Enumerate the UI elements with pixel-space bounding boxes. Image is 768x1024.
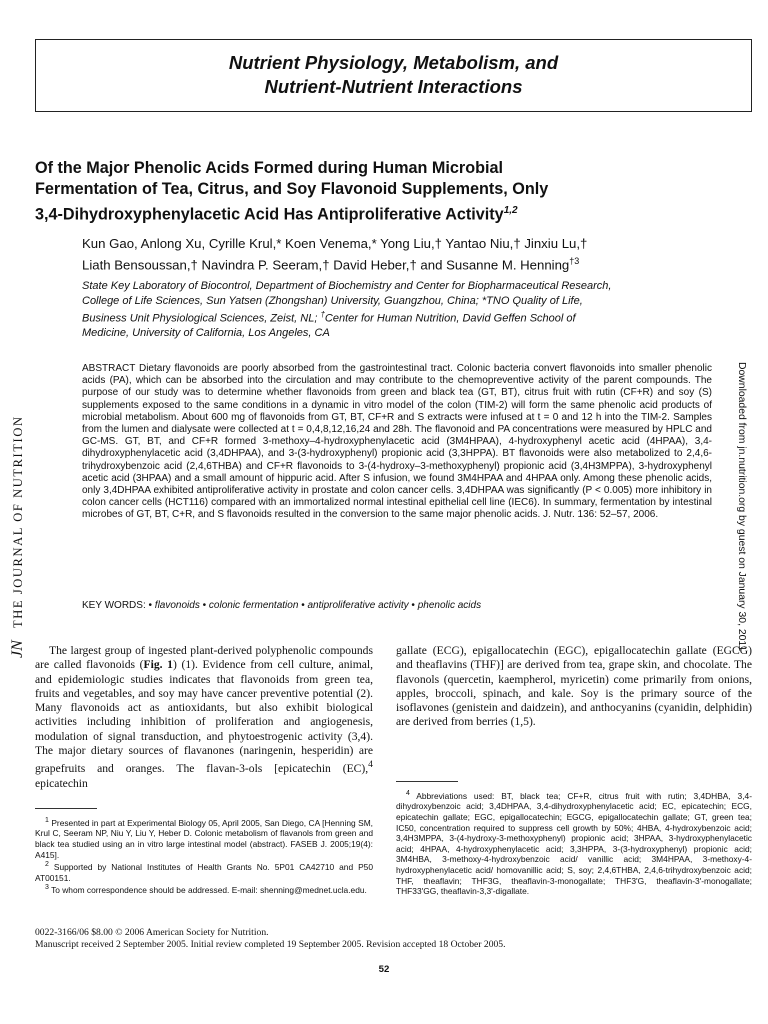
affiliation-dagger: †	[320, 310, 325, 320]
footnote-4-num: 4	[406, 790, 410, 797]
copyright-block	[35, 927, 735, 951]
manuscript-dates-line: Manuscript received 2 September 2005. Initial review completed 19 September 2005. Revision accepted 18 October 2005.	[35, 939, 506, 950]
author-line-1: Kun Gao, Anlong Xu, Cyrille Krul,* Koen Venema,* Yong Liu,† Yantao Niu,† Jinxiu Lu,†	[82, 236, 588, 251]
footnote-3	[35, 883, 373, 895]
footnote-4-ref: 4	[368, 759, 373, 771]
keyword-item: colonic fermentation	[208, 600, 299, 611]
footnote-divider-left	[35, 808, 97, 809]
footnote-1-num: 1	[45, 817, 49, 824]
body-column-left	[35, 644, 373, 791]
keyword-bullet: •	[202, 600, 207, 611]
footnote-2-num: 2	[45, 861, 49, 869]
download-sidebar-graphic	[734, 360, 752, 660]
footnote-2	[35, 860, 373, 883]
footnote-3-num: 3	[45, 884, 49, 892]
article-title-line-3	[35, 200, 735, 225]
article-title-line-2: Fermentation of Tea, Citrus, and Soy Flavonoid Supplements, Only	[35, 180, 549, 198]
footnote-4-text: Abbreviations used: BT, black tea; CF+R, citrus fruit with rutin; 3,4DHBA, 3,4-dihydroxybenzoic acid; 3,4DHPAA, 3,4-dihydroxyphenylacetic acid; EC, epicatechin; ECG, epicatechin gallate; EGC, epigallocatechin; EGCG, epigallocatechin gallate; GT, green tea; IC50, concentration required to suppress cell growth by 50%; 4HBA, 4-hydroxybenzoic acid; 3,4H3MPPA, 3-(4-hydroxy-3-methoxyphenyl) propionic acid; 3HPAA, 3-hydroxyphenylacetic acid; 4HPAA, 4-hydroxyphenylacetic acid; 3,3HPPA, 3-(3-hydroxyphenyl) propionic acid; 3M4HBA, 3-methoxy-4-hydroxybenzoic acid/ vanillic acid; 3M4HPAA, 3-methoxy-4-hydroxyphenylacetic acid/ homovanillic acid; S, soy; 2,4,6THBA, 2,4,6-trihydroxybenzoic acid; THF, theaflavin; THF3G, theaflavin-3-monogallate; THF3'G, theaflavin-3'-monogallate; THF33'GG, theaflavin-3,3'-digallate.	[396, 790, 752, 897]
body-left-text-2: ) (1). Evidence from cell culture, animal, and epidemiologic studies indicates that flavonoids from green tea, fruits and vegetables, and soy may have cancer preventive potential (2). Many flavonoids act as antioxidants, but also exhibit biological activities including inhibition of proliferation and angiogenesis, modulation of signal transduction, and phytoestrogenic activity (3,4). The major dietary sources of flavanones (naringenin, hesperidin) are grapefruits and oranges. The flavan-3-ols [epicatechin (EC),	[35, 658, 373, 776]
section-title	[36, 51, 751, 99]
footnote-abbreviations	[396, 789, 752, 897]
footnote-2-text: Supported by National Institutes of Health Grants No. 5P01 CA42710 and P50 AT00151.	[35, 861, 373, 883]
author-line-2-text: Liath Bensoussan,† Navindra P. Seeram,† David Heber,† and Susanne M. Henning	[82, 256, 570, 272]
author-line-2	[82, 253, 722, 274]
affiliation-line-3b-text: Center for Human Nutrition, David Geffen School of	[324, 312, 576, 325]
footnote-divider-right	[396, 781, 458, 782]
affiliation-line-3	[82, 308, 722, 326]
journal-sidebar-text: THE JOURNAL OF NUTRITION	[11, 415, 25, 628]
affiliation-line-2: College of Life Sciences, Sun Yatsen (Zhongshan) University, Guangzhou, China; *TNO Quality of Life,	[82, 294, 583, 307]
keywords	[82, 599, 722, 612]
download-sidebar-text: Downloaded from jn.nutrition.org by guest on January 30, 2011	[736, 362, 747, 652]
keyword-bullet: •	[411, 600, 415, 611]
journal-sidebar	[2, 360, 30, 660]
body-left-text-3: epicatechin	[35, 776, 88, 790]
keyword-bullet: •	[301, 600, 305, 611]
footnote-1	[35, 816, 373, 860]
keyword-item: phenolic acids	[417, 600, 482, 611]
abstract: ABSTRACT Dietary flavonoids are poorly absorbed from the gastrointestinal tract. Colonic bacteria convert flavonoids into smaller phenolic acids (PA), which can be absorbed into the circulation and may contribute to the chemopreventive activity of the parent compounds. The purpose of our study was to determine whether flavonoids from green and black tea (GT, BT), citrus fruit with rutin (CF+R) and soy (S) supplements exposed to the same conditions in a dynamic in vitro model of the colon (TIM-2) will form the same phenolic acid products of microbial metabolism. About 600 mg of flavonoids from GT, BT, CF+R and S extracts were infused at t = 0 and 12 h into the TIM-2. Samples from the lumen and dialysate were collected at t = 0,4,8,12,16,24 and 28h. The flavonoid and PA concentrations were measured by HPLC and GC-MS. GT, BT, and CF+R formed 3-methoxy–4-hydroxyphenylacetic acid (3M4HPAA), 4-hydroxyphenyl acetic acid (4HPAA), 3,4-dihydroxyphenylacetic acid (3,4DHPAA), and 3-(3-hydroxyphenyl) propionic acid (3,3HPPA). BT flavonoids were also metabolized to 2,4,6-trihydroxybenzoic acid (2,4,6THBA) and CF+R flavonoids to 3-(4-hydroxy–3-methoxyphenyl) propionic acid (3,4H3MPPA), 3-hydroxyphenyl acetic acid (3HPAA) and a small amount of hippuric acid. After S infusion, we found 3M4HPAA and 4HPAA only. Among these phenolic acids, only 3,4DHPAA exhibited antiproliferative activity in prostate and colon cancer cells. 3,4DHPAA was significantly (P < 0.005) more inhibitory in colon cancer cells (HCT116) compared with an immortalized normal intestinal epithelial cell line (IEC6). In summary, fermentation by intestinal microbes of GT, BT, C+R, and S flavonoids resulted in the conversion to the same major phenolic acids. J. Nutr. 136: 52–57, 2006.	[82, 363, 712, 521]
affiliation-line-3-text: Business Unit Physiological Sciences, Zeist, NL;	[82, 312, 318, 325]
keyword-item: flavonoids	[154, 600, 200, 611]
figure-1-link[interactable]: Fig. 1	[143, 658, 173, 672]
copyright-line: 0022-3166/06 $8.00 © 2006 American Society for Nutrition.	[35, 927, 269, 938]
footnote-3-text: To whom correspondence should be addressed. E-mail: shenning@mednet.ucla.edu.	[48, 884, 367, 895]
article-title-line-3-text: 3,4-Dihydroxyphenylacetic Acid Has Antiproliferative Activity	[35, 205, 504, 224]
section-header-box	[35, 39, 752, 112]
body-column-right: gallate (ECG), epigallocatechin (EGC), epigallocatechin gallate (EGCG) and theaflavins (THF)] are derived from tea, grape skin, and chocolate. The flavonols (quercetin, kaempherol, myricetin) come primarily from onions, apples, broccoli, spinach, and kale. Soy is the primary source of the isoflavones (genistein and daidzein), and anthocyanins (cyanidin, delphidin) are derived from berries (1,5).	[396, 644, 752, 729]
journal-sidebar-graphic	[2, 360, 30, 660]
body-left-text-1: The largest group of ingested plant-derived polyphenolic compounds are called flavonoids (	[35, 644, 373, 672]
author-line-2-marks: †3	[569, 255, 580, 266]
affiliation-line-4: Medicine, University of California, Los Angeles, CA	[82, 327, 330, 340]
article-title	[35, 158, 735, 225]
journal-sidebar-jn: JN	[9, 640, 26, 658]
affiliation-line-1: State Key Laboratory of Biocontrol, Department of Biochemistry and Center for Biopharmaceutical Research,	[82, 280, 612, 292]
affiliations	[82, 279, 722, 341]
section-title-line-2: Nutrient-Nutrient Interactions	[264, 76, 523, 97]
download-sidebar	[734, 360, 752, 660]
keywords-label: KEY WORDS:	[82, 600, 146, 611]
keyword-item: antiproliferative activity	[307, 600, 409, 611]
article-title-line-1: Of the Major Phenolic Acids Formed during Human Microbial	[35, 159, 503, 177]
footnote-1-text: Presented in part at Experimental Biology 05, April 2005, San Diego, CA [Henning SM, Krul C, Seeram NP, Niu Y, Liu Y, Heber D. Colonic metabolism of flavanols from green and black tea studied using an in vitro large intestinal model (abstract). FASEB J. 2005;19(4): A415].	[35, 817, 373, 860]
author-list	[82, 235, 722, 273]
article-title-footnote-marks: 1,2	[503, 205, 518, 216]
section-title-line-1: Nutrient Physiology, Metabolism, and	[228, 52, 559, 73]
footnotes-left	[35, 816, 373, 896]
page-number: 52	[378, 964, 390, 975]
keyword-bullet: •	[148, 600, 153, 611]
